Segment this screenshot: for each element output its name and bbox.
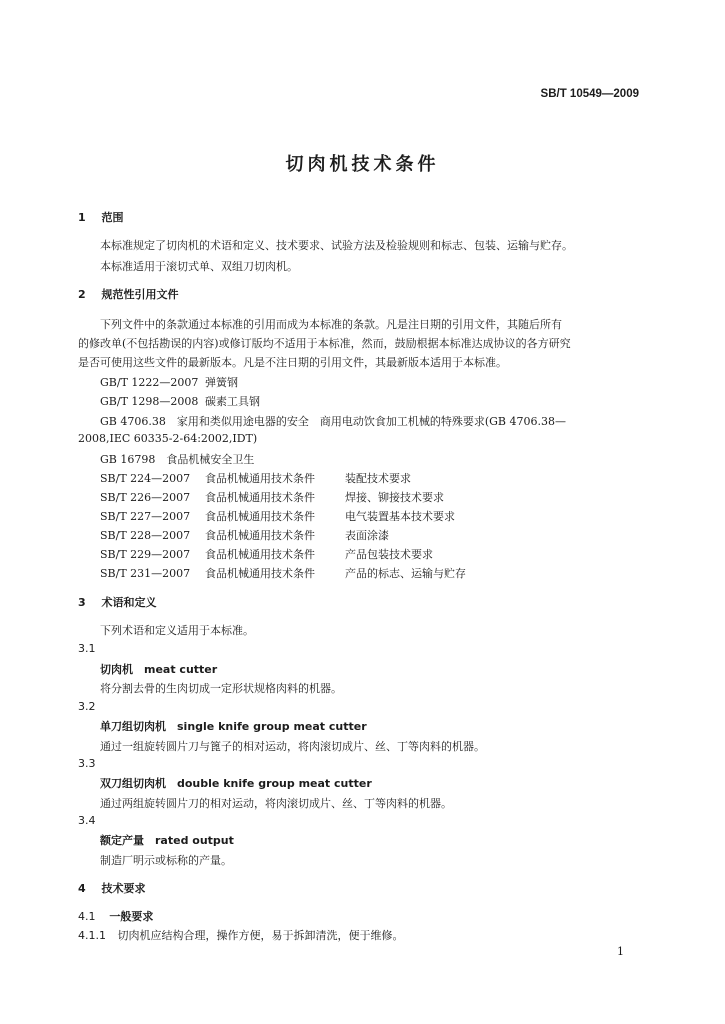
ref-title: 弹簧钢	[205, 376, 238, 389]
ref-title: 电气装置基本技术要求	[345, 510, 455, 523]
clause-item	[78, 927, 404, 943]
subsection-title: 一般要求	[109, 910, 154, 923]
term-name: 单刀组切肉机 single knife group meat cutter	[100, 720, 367, 733]
term-definition: 制造厂明示或标称的产量。	[100, 854, 232, 867]
ref-title: 产品包装技术要求	[345, 548, 433, 561]
refs-intro-line-3: 是否可使用这些文件的最新版本。凡是不注日期的引用文件，其最新版本适用于本标准。	[78, 356, 507, 369]
ref-code: SB/T 227—2007	[100, 510, 191, 523]
ref-code: GB/T 1298—2008	[100, 395, 199, 408]
clause-text: 切肉机应结构合理，操作方便，易于拆卸清洗，便于维修。	[117, 929, 404, 942]
ref-series: 食品机械通用技术条件	[205, 548, 315, 561]
ref-item	[100, 546, 433, 562]
term-definition: 通过两组旋转圆片刀的相对运动，将肉滚切成片、丝、丁等肉料的机器。	[100, 797, 452, 810]
ref-item	[100, 489, 444, 505]
term-definition: 通过一组旋转圆片刀与篦子的相对运动，将肉滚切成片、丝、丁等肉料的机器。	[100, 740, 485, 753]
section-title: 范围	[101, 211, 124, 224]
section-4-heading	[78, 880, 146, 896]
ref-series: 食品机械通用技术条件	[205, 510, 315, 523]
ref-title: 碳素工具钢	[205, 395, 260, 408]
ref-code: SB/T 226—2007	[100, 491, 191, 504]
subsection-heading	[78, 908, 153, 924]
ref-code: SB/T 229—2007	[100, 548, 191, 561]
page-number: 1	[617, 945, 624, 958]
ref-item	[100, 508, 455, 524]
section-number: 4	[78, 882, 86, 895]
term-name: 切肉机 meat cutter	[100, 663, 218, 676]
scope-paragraph-2: 本标准适用于滚切式单、双组刀切肉机。	[100, 260, 298, 273]
section-number: 2	[78, 288, 86, 301]
ref-code: SB/T 224—2007	[100, 472, 191, 485]
section-title: 技术要求	[101, 882, 146, 895]
term-number: 3.2	[78, 700, 96, 713]
ref-gb16798: GB 16798 食品机械安全卫生	[100, 453, 255, 466]
ref-series: 食品机械通用技术条件	[205, 529, 315, 542]
ref-title: 产品的标志、运输与贮存	[345, 567, 466, 580]
refs-intro-line-1: 下列文件中的条款通过本标准的引用而成为本标准的条款。凡是注日期的引用文件，其随后所有	[100, 318, 562, 331]
ref-series: 食品机械通用技术条件	[205, 491, 315, 504]
section-title: 规范性引用文件	[101, 288, 179, 301]
ref-item	[100, 527, 389, 543]
ref-title: 表面涂漆	[345, 529, 389, 542]
document-title: 切肉机技术条件	[285, 154, 440, 175]
term-number: 3.4	[78, 814, 96, 827]
clause-number: 4.1.1	[78, 929, 106, 942]
scope-paragraph-1: 本标准规定了切肉机的术语和定义、技术要求、试验方法及检验规则和标志、包装、运输与贮存。	[100, 239, 573, 252]
ref-title: 装配技术要求	[345, 472, 411, 485]
term-number: 3.1	[78, 642, 96, 655]
terms-intro: 下列术语和定义适用于本标准。	[100, 624, 254, 637]
refs-intro-line-2: 的修改单(不包括勘误的内容)或修订版均不适用于本标准，然而，鼓励根据本标准达成协议的各方研究	[78, 337, 571, 350]
ref-code: SB/T 231—2007	[100, 567, 191, 580]
section-2-heading	[78, 286, 179, 302]
section-3-heading	[78, 594, 157, 610]
ref-item	[100, 393, 260, 409]
ref-code: SB/T 228—2007	[100, 529, 191, 542]
standard-code: SB/T 10549—2009	[540, 88, 639, 100]
term-definition: 将分割去骨的生肉切成一定形状规格肉料的机器。	[100, 682, 342, 695]
section-number: 1	[78, 211, 86, 224]
ref-gb4706-line-1: GB 4706.38 家用和类似用途电器的安全 商用电动饮食加工机械的特殊要求(GB 4706.38—	[100, 415, 566, 428]
section-1-heading	[78, 209, 124, 225]
ref-item	[100, 565, 466, 581]
term-number: 3.3	[78, 757, 96, 770]
ref-item	[100, 470, 411, 486]
ref-code: GB/T 1222—2007	[100, 376, 199, 389]
ref-gb4706-line-2: 2008,IEC 60335-2-64:2002,IDT)	[78, 432, 258, 445]
term-name: 双刀组切肉机 double knife group meat cutter	[100, 777, 372, 790]
term-name: 额定产量 rated output	[100, 834, 234, 847]
ref-item	[100, 374, 238, 390]
section-number: 3	[78, 596, 86, 609]
section-title: 术语和定义	[101, 596, 157, 609]
ref-series: 食品机械通用技术条件	[205, 472, 315, 485]
ref-series: 食品机械通用技术条件	[205, 567, 315, 580]
ref-title: 焊接、铆接技术要求	[345, 491, 444, 504]
subsection-number: 4.1	[78, 910, 96, 923]
